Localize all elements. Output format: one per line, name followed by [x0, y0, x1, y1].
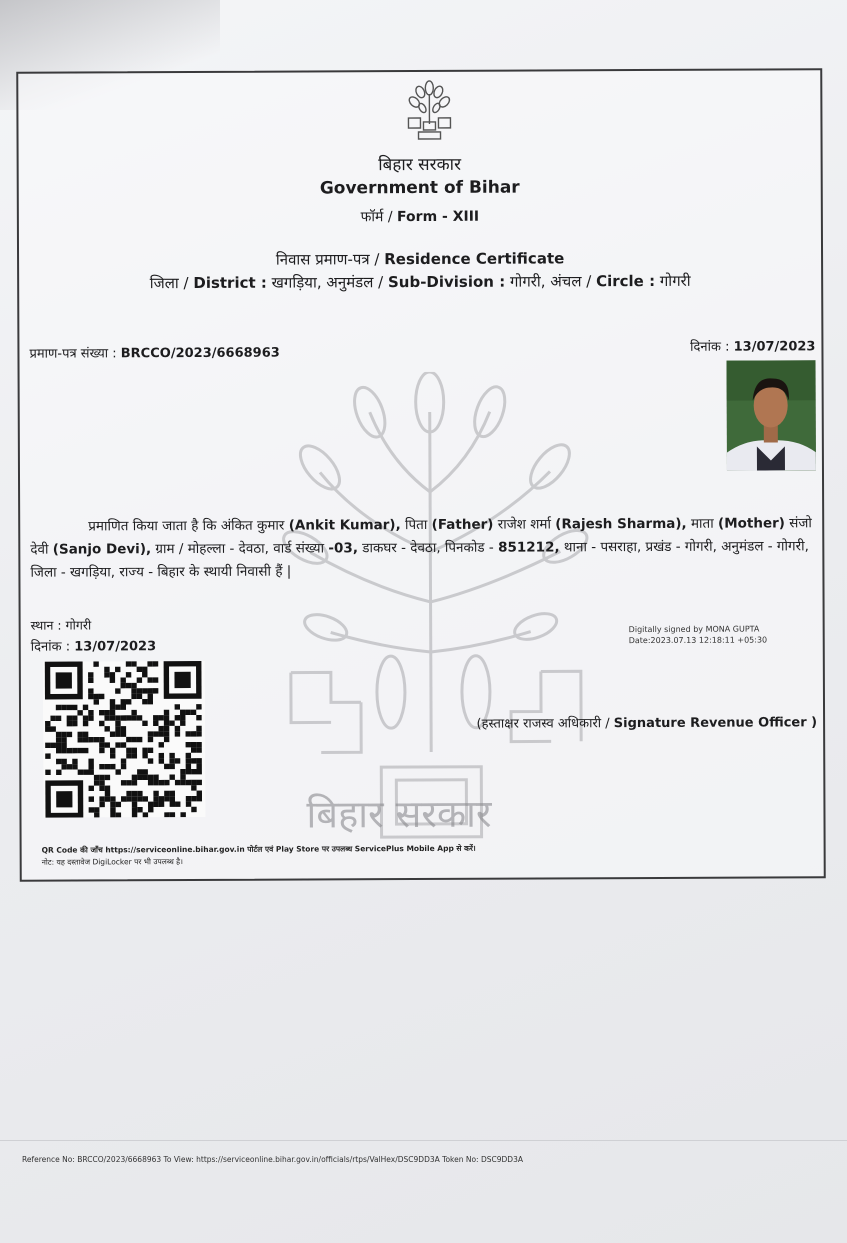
applicant-photo: [727, 360, 816, 470]
district-label: District :: [193, 273, 267, 292]
qr-note: [42, 843, 476, 869]
jurisdiction-line: जिला / District : खगड़िया, अनुमंडल / Sub-Division : गोगरी, अंचल / Circle : गोगरी: [149, 271, 691, 293]
cert-no-label: प्रमाण-पत्र संख्या :: [29, 346, 117, 362]
subdiv-hindi: अनुमंडल: [326, 273, 374, 292]
cert-no-value: BRCCO/2023/6668963: [120, 345, 280, 362]
body-part-1: प्रमाणित किया जाता है कि अंकित कुमार: [88, 517, 285, 535]
signature-line: [476, 712, 817, 731]
mother-label: (Mother): [717, 515, 785, 532]
circle-value: गोगरी: [659, 271, 691, 290]
qr-note-line-1: QR Code की जाँच https://serviceonline.bihar.gov.in पोर्टल एवं Play Store पर उपलब्ध ServicePlus Mobile App से करें।: [41, 843, 476, 855]
applicant-name: (Ankit Kumar),: [288, 517, 401, 534]
body-part-5: संजो देवी: [30, 515, 812, 558]
body-part-2: पिता: [404, 516, 428, 534]
issue-date: [690, 336, 815, 355]
bihar-emblem-icon: [394, 78, 464, 142]
title-english: Residence Certificate: [384, 249, 565, 269]
bihar-watermark-icon: [250, 371, 612, 853]
title-hindi: निवास प्रमाण-पत्र: [275, 250, 370, 269]
place-label: स्थान :: [30, 617, 62, 633]
digital-signature-name: Digitally signed by MONA GUPTA: [628, 624, 760, 635]
issue-date-label: दिनांक :: [690, 339, 730, 355]
issue-date-value: 13/07/2023: [733, 339, 816, 355]
place: [31, 616, 92, 633]
gov-title: Government of Bihar: [319, 177, 520, 199]
digital-signature: [629, 623, 768, 646]
form-number: फॉर्म / Form - XIII: [360, 208, 480, 226]
father-name: (Rajesh Sharma),: [555, 515, 687, 533]
form-hindi: फॉर्म: [360, 209, 384, 226]
footer-divider: [0, 1140, 847, 1141]
circle-label: Circle :: [596, 271, 656, 291]
body-part-8: थाना - पसराहा, प्रखंड - गोगरी, अनुमंडल - गोगरी, जिला - खगड़िया, राज्य - बिहार के स्थायी निवासी हैं |: [30, 538, 809, 581]
place-value: गोगरी: [65, 617, 92, 633]
footer-date-value: 13/07/2023: [74, 639, 157, 655]
body-part-7: डाकघर - देवठा, पिनकोड -: [362, 539, 494, 557]
father-label: (Father): [431, 516, 494, 533]
pincode: 851212,: [498, 539, 560, 556]
subdiv-value: गोगरी,: [509, 272, 546, 291]
qr-note-line-2: नोट: यह दस्तावेज DigiLocker पर भी उपलब्ध है।: [41, 857, 184, 867]
district-value: खगड़िया,: [271, 273, 322, 292]
digital-signature-date: Date:2023.07.13 12:18:11 +05:30: [628, 635, 768, 646]
watermark-text: बिहार सरकार: [306, 791, 492, 837]
signature-english: Signature Revenue Officer ): [613, 715, 818, 732]
certificate-number: [29, 343, 279, 362]
district-hindi: जिला: [149, 274, 179, 293]
body-part-6: ग्राम / मोहल्ला - देवठा, वार्ड संख्या: [155, 540, 325, 558]
certificate-title: निवास प्रमाण-पत्र / Residence Certificate: [275, 249, 565, 269]
reference-line: Reference No: BRCCO/2023/6668963 To View: https://serviceonline.bihar.gov.in/officials/rtps/ValHex/DSC9DD3A Token No: DSC9DD3A: [22, 1155, 523, 1164]
signature-hindi: (हस्ताक्षर राजस्व अधिकारी /: [476, 716, 610, 732]
body-part-3: राजेश शर्मा: [497, 516, 552, 533]
form-english: Form - XIII: [396, 208, 480, 226]
circle-hindi: अंचल: [550, 272, 582, 291]
person-photo-icon: [727, 360, 816, 470]
ward-number: -03,: [328, 540, 358, 557]
subdiv-label: Sub-Division :: [387, 272, 506, 292]
body-part-4: माता: [690, 515, 714, 532]
certificate-frame: [16, 68, 826, 882]
footer-date: [31, 636, 156, 655]
qr-code-icon[interactable]: [43, 661, 206, 818]
mother-name: (Sanjo Devi),: [52, 541, 152, 558]
certificate-body: [30, 512, 820, 584]
footer-date-label: दिनांक :: [30, 639, 71, 655]
gov-title-hindi: बिहार सरकार: [378, 154, 462, 176]
